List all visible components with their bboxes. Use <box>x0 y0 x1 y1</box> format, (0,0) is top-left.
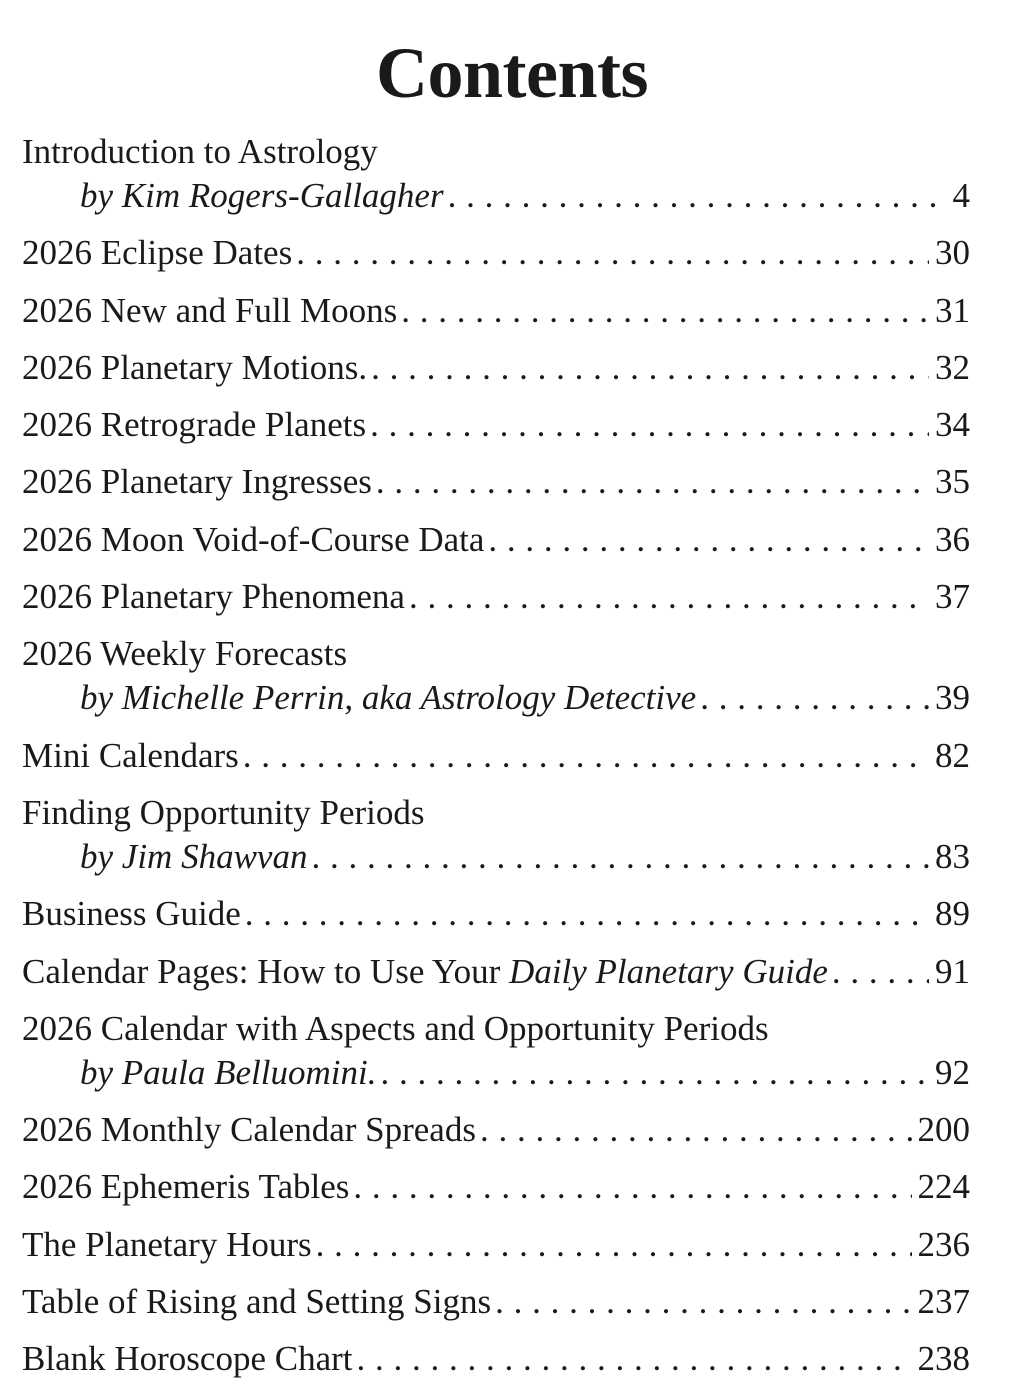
toc-entry-title-line <box>22 403 970 447</box>
toc-entry <box>22 1223 970 1267</box>
toc-entry-title <box>22 130 378 174</box>
toc-entry-title-line <box>22 460 970 504</box>
toc-entry-text: Business Guide <box>22 894 241 934</box>
toc-entry-title <box>22 403 366 447</box>
toc-entry-title <box>22 632 347 676</box>
page-number: 30 <box>935 233 970 273</box>
page-number: 237 <box>917 1282 970 1322</box>
toc-entry-title <box>22 289 397 333</box>
dot-leader <box>380 1051 929 1095</box>
toc-entry-title-line <box>22 791 970 835</box>
toc-entry-title-line <box>22 289 970 333</box>
page-number: 238 <box>917 1339 970 1379</box>
toc-entry-title-line <box>22 518 970 562</box>
toc-entry <box>22 892 970 936</box>
toc-entry-italic-text: Daily Planetary Guide <box>509 951 828 991</box>
toc-entry-text: by Kim Rogers-Gallagher <box>80 176 444 215</box>
toc-entry-title <box>22 791 425 835</box>
toc-entry-text: Calendar Pages: How to Use Your <box>22 951 510 991</box>
toc-entry-author <box>80 1051 376 1095</box>
dot-leader <box>371 346 929 390</box>
toc-entry <box>22 632 970 720</box>
toc-entry-title-line <box>22 1108 970 1152</box>
toc-entry-author <box>80 676 696 720</box>
toc-entry-title <box>22 1007 769 1051</box>
toc-entry-title-line <box>22 575 970 619</box>
toc-entry <box>22 460 970 504</box>
toc-entry <box>22 130 970 218</box>
toc-entry-byline <box>22 1051 970 1095</box>
page-number: 35 <box>935 462 970 502</box>
dot-leader <box>316 1223 912 1267</box>
toc-entry-title <box>22 231 292 275</box>
toc-entry-title <box>22 575 405 619</box>
toc-entry <box>22 950 970 994</box>
dot-leader <box>448 174 947 218</box>
toc-entry-title <box>22 1337 352 1381</box>
toc-entry-text: by Paula Belluomini. <box>80 1052 377 1092</box>
dot-leader <box>245 892 929 936</box>
page-number: 31 <box>935 290 970 330</box>
toc-entry-title-line <box>22 1223 970 1267</box>
dot-leader <box>353 1165 911 1209</box>
page-number: 32 <box>935 347 970 387</box>
dot-leader <box>488 518 929 562</box>
page-number: 4 <box>952 176 970 215</box>
dot-leader <box>243 734 929 778</box>
dot-leader <box>356 1337 911 1381</box>
toc-entry <box>22 518 970 562</box>
toc-entry-text: by Jim Shawvan <box>80 836 308 876</box>
dot-leader <box>311 835 929 879</box>
page-number: 36 <box>935 519 970 559</box>
toc-entry-title <box>22 518 484 562</box>
page-number: 34 <box>935 405 970 445</box>
page-number: 82 <box>935 735 970 775</box>
toc-entry-text: 2026 Planetary Phenomena <box>22 577 405 617</box>
toc-entry <box>22 1165 970 1209</box>
page-number: 83 <box>935 836 970 876</box>
toc-entry <box>22 1280 970 1324</box>
dot-leader <box>296 231 929 275</box>
dot-leader <box>376 460 929 504</box>
toc-entry-byline <box>22 174 970 218</box>
toc-entry <box>22 1337 970 1381</box>
page-number: 200 <box>917 1110 970 1150</box>
table-of-contents <box>22 130 970 1395</box>
toc-entry-title-line <box>22 1337 970 1381</box>
page-number: 39 <box>935 678 970 718</box>
dot-leader <box>480 1108 912 1152</box>
toc-entry-byline <box>22 676 970 720</box>
toc-entry-title <box>22 892 241 936</box>
dot-leader <box>495 1280 911 1324</box>
toc-entry-text: 2026 New and Full Moons <box>22 290 398 330</box>
toc-entry-byline <box>22 835 970 879</box>
page-title: Contents <box>375 33 648 113</box>
page-number: 91 <box>935 951 970 991</box>
toc-entry <box>22 346 970 390</box>
toc-entry-title <box>22 346 367 390</box>
toc-entry-title <box>22 1280 491 1324</box>
toc-entry <box>22 1108 970 1152</box>
dot-leader <box>832 950 929 994</box>
toc-entry-title <box>22 1165 349 1209</box>
toc-entry-title-line <box>22 734 970 778</box>
page-number: 92 <box>935 1052 970 1092</box>
page-number: 224 <box>917 1167 970 1207</box>
page-number: 236 <box>917 1224 970 1264</box>
toc-entry-text: Finding Opportunity Periods <box>22 792 425 832</box>
toc-entry-text: 2026 Calendar with Aspects and Opportunity Periods <box>22 1008 769 1048</box>
toc-entry-title-line <box>22 130 970 174</box>
toc-entry-text: Blank Horoscope Chart <box>22 1339 353 1379</box>
toc-entry-title-line <box>22 892 970 936</box>
page-number: 89 <box>935 894 970 934</box>
toc-entry-title-line <box>22 346 970 390</box>
toc-entry <box>22 575 970 619</box>
toc-entry <box>22 734 970 778</box>
dot-leader <box>700 676 929 720</box>
toc-entry-title <box>22 460 372 504</box>
toc-entry-text: Mini Calendars <box>22 735 239 775</box>
toc-entry-title-line <box>22 1007 970 1051</box>
toc-entry-title <box>22 1108 476 1152</box>
toc-entry <box>22 791 970 879</box>
toc-entry-title-line <box>22 231 970 275</box>
toc-entry-text: 2026 Eclipse Dates <box>22 233 293 273</box>
toc-entry-text: 2026 Weekly Forecasts <box>22 634 348 674</box>
toc-entry-title-line <box>22 1280 970 1324</box>
toc-entry-text: 2026 Ephemeris Tables <box>22 1167 350 1207</box>
toc-entry <box>22 231 970 275</box>
toc-entry <box>22 403 970 447</box>
dot-leader <box>370 403 929 447</box>
toc-entry-author <box>80 174 444 218</box>
toc-entry-text: The Planetary Hours <box>22 1224 312 1264</box>
toc-entry <box>22 289 970 333</box>
toc-entry-text: 2026 Monthly Calendar Spreads <box>22 1110 476 1150</box>
toc-entry-title <box>22 734 239 778</box>
dot-leader <box>409 575 929 619</box>
toc-entry-title-line <box>22 632 970 676</box>
toc-entry-title-line <box>22 950 970 994</box>
toc-entry-text: Introduction to Astrology <box>22 132 378 171</box>
toc-entry <box>22 1007 970 1095</box>
toc-entry-text: 2026 Moon Void-of-Course Data <box>22 519 485 559</box>
toc-entry-text: 2026 Planetary Ingresses <box>22 462 372 502</box>
toc-entry-title <box>22 1223 312 1267</box>
toc-entry-text: Table of Rising and Setting Signs <box>22 1282 492 1322</box>
page-number: 37 <box>935 577 970 617</box>
toc-entry-text: 2026 Planetary Motions. <box>22 347 368 387</box>
toc-entry-text: 2026 Retrograde Planets <box>22 405 367 445</box>
toc-entry-author <box>80 835 307 879</box>
toc-entry-title-line <box>22 1165 970 1209</box>
dot-leader <box>401 289 929 333</box>
toc-entry-text: by Michelle Perrin, aka Astrology Detective <box>80 678 697 718</box>
toc-entry-title <box>22 950 828 994</box>
